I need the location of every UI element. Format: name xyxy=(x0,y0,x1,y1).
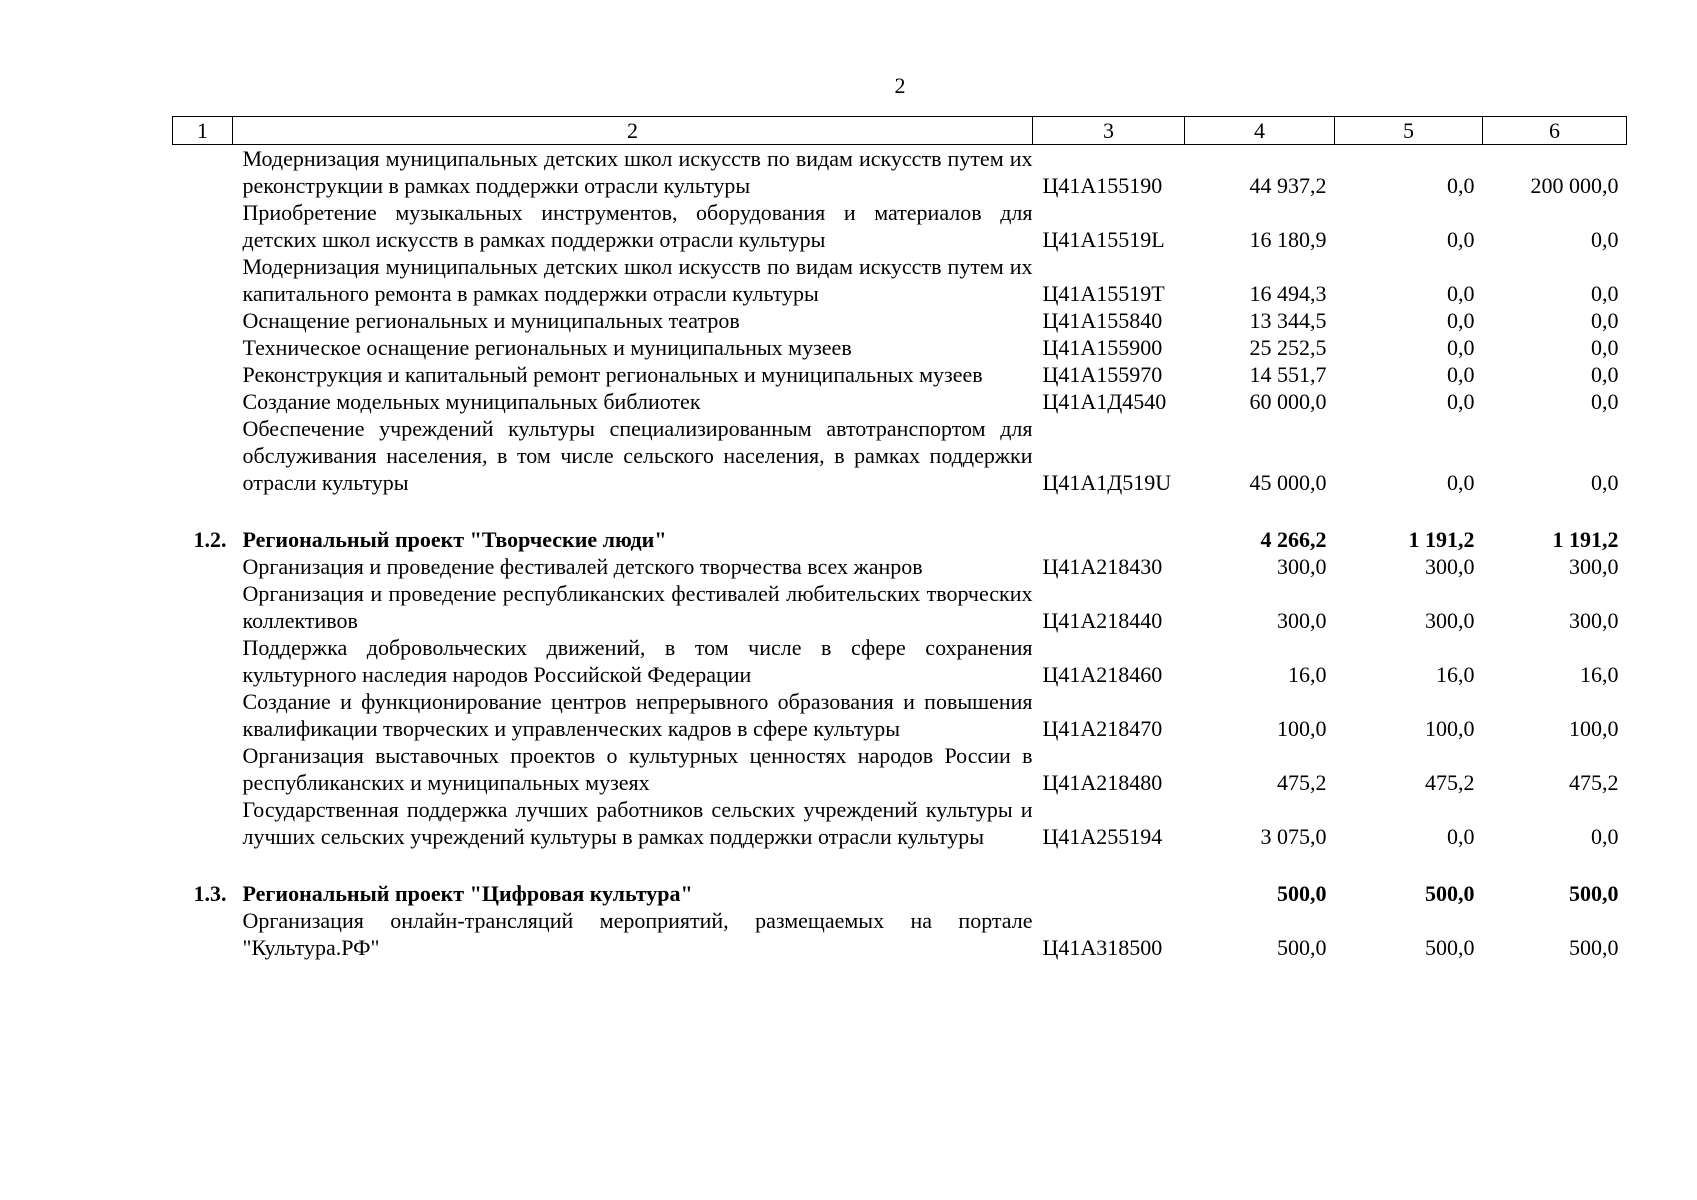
row-name: Организация выставочных проектов о культурных ценностях народов России в республиканских и муниципальных музеях xyxy=(242,743,1033,795)
row-value-col5: 1 191,2 xyxy=(1408,527,1475,552)
row-name: Приобретение музыкальных инструментов, оборудования и материалов для детских школ искусств в рамках поддержки отрасли культуры xyxy=(242,200,1033,252)
row-value-col4: 16 180,9 xyxy=(1249,227,1327,252)
row-number xyxy=(173,334,233,361)
row-value-col4: 44 937,2 xyxy=(1249,173,1327,198)
row-value-col4: 475,2 xyxy=(1277,770,1327,795)
row-value-col5: 0,0 xyxy=(1447,335,1475,360)
table-header xyxy=(173,117,1627,145)
row-name: Создание и функционирование центров непрерывного образования и повышения квалификации творческих и управленческих кадров в сфере культуры xyxy=(242,689,1033,741)
header-col-4: 4 xyxy=(1185,117,1335,145)
row-name: Оснащение региональных и муниципальных театров xyxy=(242,308,740,333)
row-value-col4: 3 075,0 xyxy=(1260,824,1327,849)
row-code: Ц41А155840 xyxy=(1042,308,1163,333)
header-col-6: 6 xyxy=(1483,117,1627,145)
row-code: Ц41А218480 xyxy=(1042,770,1163,795)
table-row xyxy=(173,796,1627,850)
row-value-col5: 100,0 xyxy=(1425,716,1475,741)
table-row xyxy=(173,907,1627,961)
row-code: Ц41А15519Т xyxy=(1042,281,1165,306)
row-number xyxy=(173,742,233,796)
row-value-col5: 16,0 xyxy=(1436,662,1475,687)
page-number: 2 xyxy=(894,73,906,98)
table-row xyxy=(173,580,1627,634)
row-name: Организация и проведение фестивалей детского творчества всех жанров xyxy=(242,554,923,579)
header-col-5: 5 xyxy=(1335,117,1483,145)
row-value-col6: 0,0 xyxy=(1591,227,1619,252)
table-row xyxy=(173,307,1627,334)
row-value-col6: 0,0 xyxy=(1591,362,1619,387)
row-value-col5: 300,0 xyxy=(1425,608,1475,633)
row-value-col4: 25 252,5 xyxy=(1249,335,1327,360)
row-number xyxy=(173,388,233,415)
row-name: Техническое оснащение региональных и муниципальных музеев xyxy=(242,335,852,360)
row-code: Ц41А155190 xyxy=(1042,173,1163,198)
row-name: Обеспечение учреждений культуры специализированным автотранспортом для обслуживания населения, в том числе сельского населения, в рамках поддержки отрасли культуры xyxy=(242,416,1033,495)
table-row xyxy=(173,553,1627,580)
table-row xyxy=(173,742,1627,796)
table-row xyxy=(173,199,1627,253)
row-code: Ц41А255194 xyxy=(1042,824,1163,849)
row-name: Государственная поддержка лучших работников сельских учреждений культуры и лучших сельских учреждений культуры в рамках поддержки отрасли культуры xyxy=(242,797,1033,849)
header-col-1: 1 xyxy=(173,117,233,145)
row-value-col4: 16,0 xyxy=(1288,662,1327,687)
row-value-col5: 0,0 xyxy=(1447,227,1475,252)
row-code: Ц41А15519L xyxy=(1042,227,1165,252)
row-number: 1.3. xyxy=(193,881,227,906)
row-number xyxy=(173,796,233,850)
row-value-col6: 200 000,0 xyxy=(1530,173,1619,198)
row-value-col4: 13 344,5 xyxy=(1249,308,1327,333)
row-value-col6: 500,0 xyxy=(1569,935,1619,960)
row-value-col4: 14 551,7 xyxy=(1249,362,1327,387)
row-value-col6: 100,0 xyxy=(1569,716,1619,741)
row-value-col4: 4 266,2 xyxy=(1260,527,1327,552)
section-row xyxy=(173,496,1627,553)
row-value-col6: 0,0 xyxy=(1591,824,1619,849)
row-code: Ц41А155970 xyxy=(1042,362,1163,387)
row-value-col6: 500,0 xyxy=(1569,881,1619,906)
table-row xyxy=(173,415,1627,496)
row-name: Региональный проект "Творческие люди" xyxy=(242,527,667,552)
header-col-3: 3 xyxy=(1033,117,1185,145)
row-code xyxy=(1033,496,1185,553)
row-code: Ц41А155900 xyxy=(1042,335,1163,360)
row-value-col5: 475,2 xyxy=(1425,770,1475,795)
row-number xyxy=(173,307,233,334)
row-number xyxy=(173,580,233,634)
row-value-col6: 300,0 xyxy=(1569,608,1619,633)
row-value-col6: 16,0 xyxy=(1580,662,1619,687)
row-number xyxy=(173,634,233,688)
row-code: Ц41А218470 xyxy=(1042,716,1163,741)
row-value-col5: 0,0 xyxy=(1447,281,1475,306)
row-value-col4: 100,0 xyxy=(1277,716,1327,741)
row-value-col6: 475,2 xyxy=(1569,770,1619,795)
row-value-col5: 0,0 xyxy=(1447,824,1475,849)
row-value-col6: 300,0 xyxy=(1569,554,1619,579)
row-value-col4: 500,0 xyxy=(1277,935,1327,960)
row-code: Ц41А218430 xyxy=(1042,554,1163,579)
row-name: Организация и проведение республиканских фестивалей любительских творческих коллективов xyxy=(242,581,1033,633)
row-number xyxy=(173,361,233,388)
row-value-col4: 500,0 xyxy=(1277,881,1327,906)
row-value-col5: 300,0 xyxy=(1425,554,1475,579)
row-value-col5: 500,0 xyxy=(1425,935,1475,960)
section-row xyxy=(173,850,1627,907)
row-value-col6: 0,0 xyxy=(1591,281,1619,306)
table-row xyxy=(173,253,1627,307)
row-code: Ц41А218440 xyxy=(1042,608,1163,633)
header-col-2: 2 xyxy=(233,117,1033,145)
row-name: Региональный проект "Цифровая культура" xyxy=(242,881,693,906)
row-name: Реконструкция и капитальный ремонт региональных и муниципальных музеев xyxy=(242,362,983,387)
table-row xyxy=(173,334,1627,361)
row-value-col6: 0,0 xyxy=(1591,389,1619,414)
row-value-col6: 0,0 xyxy=(1591,335,1619,360)
row-value-col4: 16 494,3 xyxy=(1249,281,1327,306)
row-code: Ц41А1Д4540 xyxy=(1042,389,1167,414)
table-row xyxy=(173,145,1627,200)
table-body xyxy=(173,145,1627,962)
row-number: 1.2. xyxy=(193,527,227,552)
row-name: Поддержка добровольческих движений, в том числе в сфере сохранения культурного наследия народов Российской Федерации xyxy=(242,635,1033,687)
row-code xyxy=(1033,850,1185,907)
row-value-col6: 1 191,2 xyxy=(1552,527,1619,552)
table-row xyxy=(173,688,1627,742)
row-code: Ц41А318500 xyxy=(1042,935,1163,960)
row-name: Модернизация муниципальных детских школ искусств по видам искусств путем их капитального ремонта в рамках поддержки отрасли культуры xyxy=(242,254,1033,306)
row-value-col4: 60 000,0 xyxy=(1249,389,1327,414)
row-value-col4: 300,0 xyxy=(1277,608,1327,633)
row-name: Организация онлайн-трансляций мероприятий, размещаемых на портале "Культура.РФ" xyxy=(242,908,1033,960)
row-number xyxy=(173,688,233,742)
row-number xyxy=(173,415,233,496)
row-value-col6: 0,0 xyxy=(1591,470,1619,495)
row-value-col5: 0,0 xyxy=(1447,362,1475,387)
row-value-col4: 45 000,0 xyxy=(1249,470,1327,495)
row-value-col5: 0,0 xyxy=(1447,308,1475,333)
row-value-col5: 500,0 xyxy=(1425,881,1475,906)
row-number xyxy=(173,253,233,307)
row-value-col5: 0,0 xyxy=(1447,470,1475,495)
row-number xyxy=(173,907,233,961)
row-number xyxy=(173,553,233,580)
budget-table xyxy=(172,116,1627,961)
row-value-col4: 300,0 xyxy=(1277,554,1327,579)
table-row xyxy=(173,361,1627,388)
table-row xyxy=(173,388,1627,415)
row-number xyxy=(173,145,233,200)
row-name: Модернизация муниципальных детских школ искусств по видам искусств путем их реконструкции в рамках поддержки отрасли культуры xyxy=(242,146,1033,198)
row-number xyxy=(173,199,233,253)
table-row xyxy=(173,634,1627,688)
row-value-col5: 0,0 xyxy=(1447,389,1475,414)
row-name: Создание модельных муниципальных библиотек xyxy=(242,389,701,414)
row-value-col6: 0,0 xyxy=(1591,308,1619,333)
row-code: Ц41А218460 xyxy=(1042,662,1163,687)
row-value-col5: 0,0 xyxy=(1447,173,1475,198)
row-code: Ц41А1Д519U xyxy=(1042,470,1172,495)
